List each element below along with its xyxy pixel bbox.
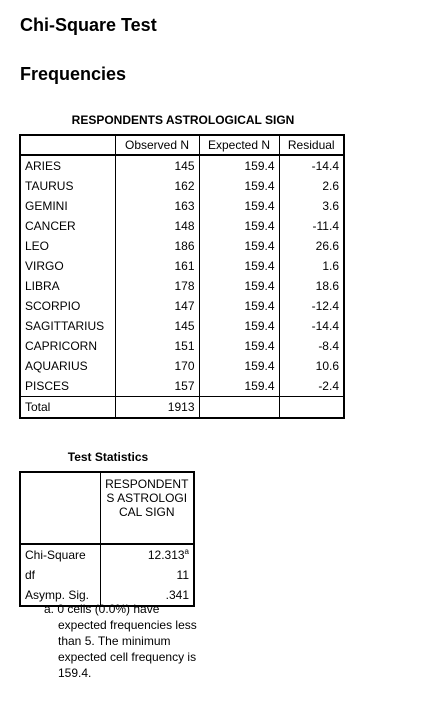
expected-cell: 159.4	[199, 296, 279, 316]
observed-cell: 148	[115, 216, 199, 236]
row-label: Total	[20, 397, 115, 419]
observed-cell: 147	[115, 296, 199, 316]
total-row	[20, 397, 344, 419]
test-statistics-caption: Test Statistics	[67, 450, 149, 464]
row-label: CAPRICORN	[20, 336, 115, 356]
value-text: 11	[176, 568, 189, 582]
value-text: .341	[165, 588, 189, 602]
residual-cell	[279, 397, 344, 419]
expected-cell: 159.4	[199, 196, 279, 216]
row-label: Chi-Square	[20, 544, 100, 565]
observed-cell: 145	[115, 316, 199, 336]
table-row	[20, 155, 344, 176]
footnote-marker: a	[184, 547, 189, 556]
section-title: Frequencies	[20, 64, 127, 84]
observed-cell: 163	[115, 196, 199, 216]
observed-cell: 170	[115, 356, 199, 376]
table-row	[20, 256, 344, 276]
row-label: LIBRA	[20, 276, 115, 296]
statistic-value	[100, 544, 194, 565]
row-label: ARIES	[20, 155, 115, 176]
expected-cell: 159.4	[199, 356, 279, 376]
observed-cell: 186	[115, 236, 199, 256]
residual-cell: -2.4	[279, 376, 344, 397]
table-row	[20, 544, 194, 565]
table-row	[20, 336, 344, 356]
row-label: PISCES	[20, 376, 115, 397]
residual-cell: 18.6	[279, 276, 344, 296]
expected-cell: 159.4	[199, 276, 279, 296]
row-label: TAURUS	[20, 176, 115, 196]
residual-cell: 10.6	[279, 356, 344, 376]
column-header: RESPONDENTS ASTROLOGICAL SIGN	[100, 472, 194, 544]
observed-cell: 151	[115, 336, 199, 356]
expected-cell	[199, 397, 279, 419]
frequencies-table	[19, 134, 345, 419]
residual-cell: 2.6	[279, 176, 344, 196]
expected-cell: 159.4	[199, 316, 279, 336]
table-row	[20, 356, 344, 376]
row-label: VIRGO	[20, 256, 115, 276]
footnote: a. 0 cells (0.0%) have expected frequencies less than 5. The minimum expected cell frequency is 159.4.	[44, 602, 197, 680]
table-row	[20, 296, 344, 316]
observed-cell: 162	[115, 176, 199, 196]
expected-cell: 159.4	[199, 376, 279, 397]
row-label: CANCER	[20, 216, 115, 236]
residual-cell: 1.6	[279, 256, 344, 276]
value-text: 12.313	[147, 548, 185, 562]
test-statistics-table	[19, 471, 195, 607]
expected-cell: 159.4	[199, 155, 279, 176]
column-header: Expected N	[199, 135, 279, 155]
column-header: Observed N	[115, 135, 199, 155]
corner-cell	[20, 472, 100, 544]
table-row	[20, 565, 194, 585]
observed-cell: 178	[115, 276, 199, 296]
row-label: GEMINI	[20, 196, 115, 216]
row-label: df	[20, 565, 100, 585]
table-row	[20, 176, 344, 196]
residual-cell: -11.4	[279, 216, 344, 236]
row-label: Asymp. Sig.	[20, 585, 100, 606]
row-label: SCORPIO	[20, 296, 115, 316]
table-row	[20, 376, 344, 397]
residual-cell: -14.4	[279, 155, 344, 176]
residual-cell: -14.4	[279, 316, 344, 336]
expected-cell: 159.4	[199, 236, 279, 256]
row-label: LEO	[20, 236, 115, 256]
observed-cell: 1913	[115, 397, 199, 419]
table-row	[20, 196, 344, 216]
table-row	[20, 276, 344, 296]
column-header: Residual	[279, 135, 344, 155]
residual-cell: 26.6	[279, 236, 344, 256]
row-label: SAGITTARIUS	[20, 316, 115, 336]
expected-cell: 159.4	[199, 216, 279, 236]
expected-cell: 159.4	[199, 256, 279, 276]
table-row	[20, 216, 344, 236]
observed-cell: 157	[115, 376, 199, 397]
table-row	[20, 236, 344, 256]
statistic-value	[100, 565, 194, 585]
row-label: AQUARIUS	[20, 356, 115, 376]
table-row	[20, 316, 344, 336]
residual-cell: 3.6	[279, 196, 344, 216]
expected-cell: 159.4	[199, 176, 279, 196]
residual-cell: -12.4	[279, 296, 344, 316]
observed-cell: 145	[115, 155, 199, 176]
page-title: Chi-Square Test	[20, 15, 157, 35]
frequencies-caption: RESPONDENTS ASTROLOGICAL SIGN	[71, 113, 295, 127]
observed-cell: 161	[115, 256, 199, 276]
residual-cell: -8.4	[279, 336, 344, 356]
corner-cell	[20, 135, 115, 155]
table-header-row	[20, 472, 194, 544]
expected-cell: 159.4	[199, 336, 279, 356]
table-header-row	[20, 135, 344, 155]
